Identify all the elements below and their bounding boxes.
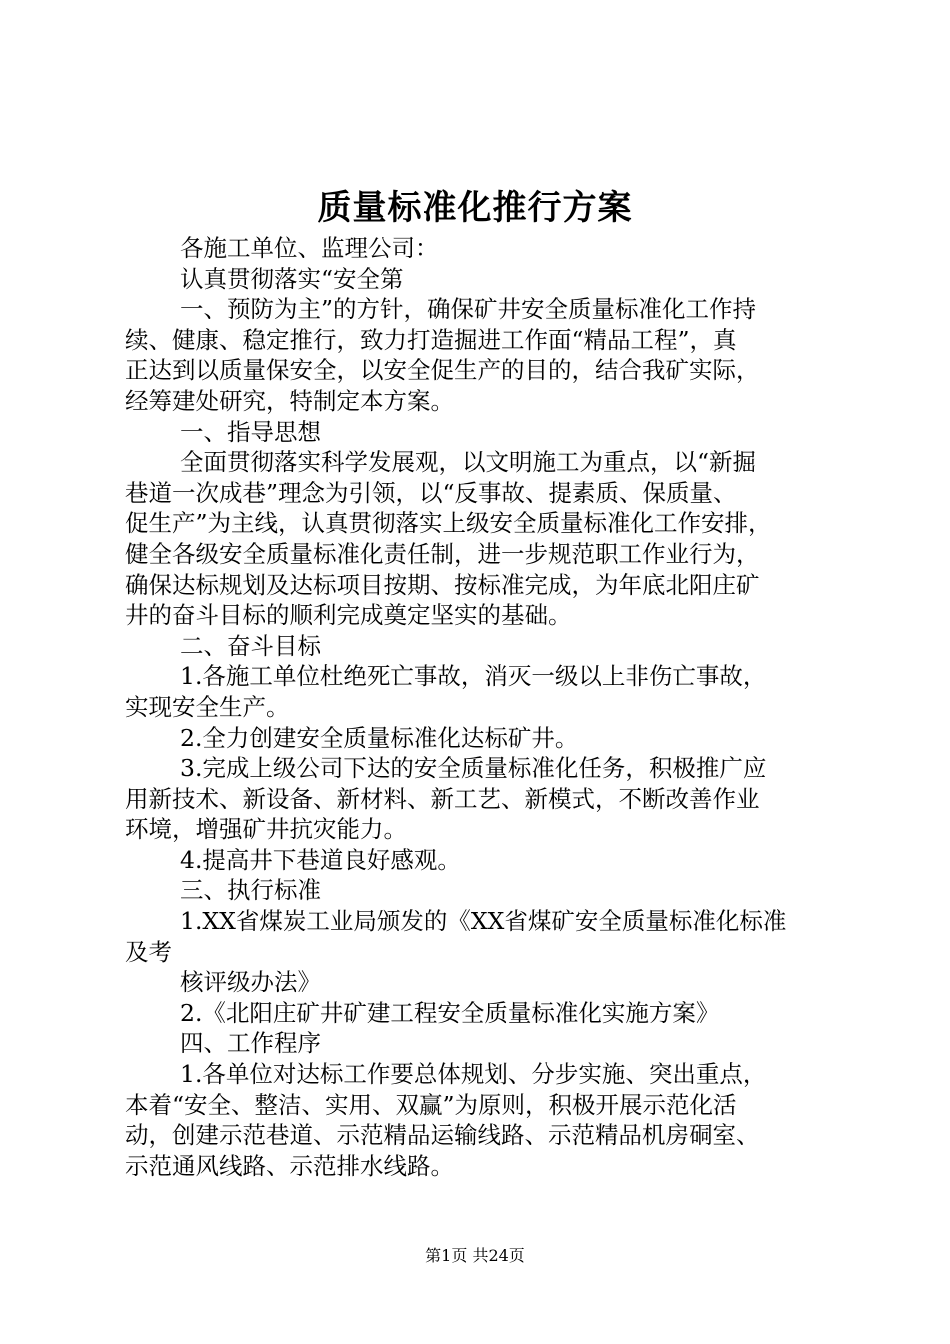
text-line: 环境，增强矿井抗灾能力。 xyxy=(125,815,407,844)
text-line: 实现安全生产。 xyxy=(125,692,290,721)
text-line: 一、预防为主”的方针，确保矿井安全质量标准化工作持 xyxy=(180,295,757,324)
document-title: 质量标准化推行方案 xyxy=(317,188,633,228)
text-line: 各施工单位、监理公司： xyxy=(180,234,439,262)
text-line: 动，创建示范巷道、示范精品运输线路、示范精品机房硐室、 xyxy=(125,1121,760,1150)
text-line: 核评级办法》 xyxy=(180,968,321,997)
text-line: 确保达标规划及达标项目按期、按标准完成，为年底北阳庄矿 xyxy=(125,570,760,599)
text-line: 全面贯彻落实科学发展观，以文明施工为重点，以“新掘 xyxy=(180,448,757,477)
text-line: 示范通风线路、示范排水线路。 xyxy=(125,1151,454,1180)
text-line: 2.全力创建安全质量标准化达标矿井。 xyxy=(180,723,579,752)
text-line: 3.完成上级公司下达的安全质量标准化任务，积极推广应 xyxy=(180,754,767,783)
page-footer: 第1页 共24页 xyxy=(425,1246,525,1265)
document-body xyxy=(125,233,835,1181)
text-line: 健全各级安全质量标准化责任制，进一步规范职工作业行为， xyxy=(125,539,760,568)
section-heading: 四、工作程序 xyxy=(180,1029,321,1058)
text-line: 续、健康、稳定推行，致力打造掘进工作面“精品工程”，真 xyxy=(125,325,737,354)
text-line: 1.各施工单位杜绝死亡事故，消灭一级以上非伤亡事故， xyxy=(180,662,767,691)
text-line: 4.提高井下巷道良好感观。 xyxy=(180,845,461,874)
text-line: 2.《北阳庄矿井矿建工程安全质量标准化实施方案》 xyxy=(180,998,720,1027)
text-line: 巷道一次成巷”理念为引领，以“反事故、提素质、保质量、 xyxy=(125,478,737,507)
text-line: 井的奋斗目标的顺利完成奠定坚实的基础。 xyxy=(125,601,572,630)
text-line: 经筹建处研究，特制定本方案。 xyxy=(125,386,454,415)
section-heading: 二、奋斗目标 xyxy=(180,631,321,660)
text-line: 促生产”为主线，认真贯彻落实上级安全质量标准化工作安排， xyxy=(125,509,772,538)
text-line: 本着“安全、整洁、实用、双赢”为原则，积极开展示范化活 xyxy=(125,1090,737,1119)
text-line: 认真贯彻落实“安全第 xyxy=(180,264,404,293)
text-line: 1.XX省煤炭工业局颁发的《XX省煤矿安全质量标准化标准 xyxy=(180,907,787,936)
text-line: 及考 xyxy=(125,937,172,966)
text-line: 正达到以质量保安全，以安全促生产的目的，结合我矿实际， xyxy=(125,356,760,385)
section-heading: 三、执行标准 xyxy=(180,876,321,905)
section-heading: 一、指导思想 xyxy=(180,417,321,446)
text-line: 1.各单位对达标工作要总体规划、分步实施、突出重点， xyxy=(180,1060,767,1089)
text-line: 用新技术、新设备、新材料、新工艺、新模式，不断改善作业 xyxy=(125,784,760,813)
